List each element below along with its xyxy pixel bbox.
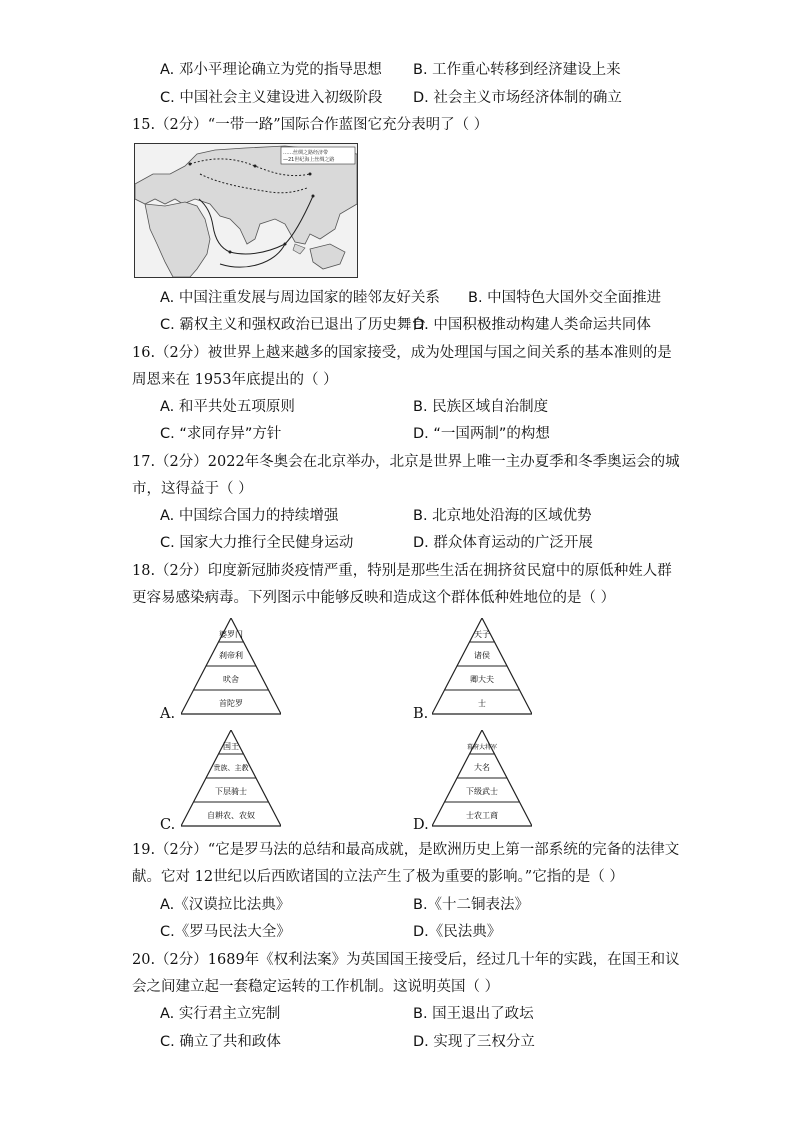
q20-option-c: C. 确立了共和政体 <box>160 1034 281 1050</box>
q15-stem: 15.（2分）“一带一路”国际合作蓝图它充分表明了（ ） <box>132 117 489 133</box>
q16-option-a: A. 和平共处五项原则 <box>160 399 295 415</box>
q20-stem-line-1: 20.（2分）1689年《权利法案》为英国国王接受后，经过几十年的实践，在国王和议 <box>132 952 680 968</box>
q17-option-d: D. 群众体育运动的广泛开展 <box>413 535 593 551</box>
q14-option-b: B. 工作重心转移到经济建设上来 <box>413 62 621 78</box>
q17-option-c: C. 国家大力推行全民健身运动 <box>160 535 354 551</box>
pyramid-a-level-1: 婆罗门 <box>219 630 243 639</box>
q14-option-d: D. 社会主义市场经济体制的确立 <box>413 90 622 106</box>
q18-label-a: A. <box>160 706 176 722</box>
pyramid-d-level-1: 幕府大将军 <box>466 744 498 751</box>
q17-stem-line-1: 17.（2分）2022年冬奥会在北京举办，北京是世界上唯一主办夏季和冬季奥运会的城 <box>132 454 680 470</box>
belt-and-road-map <box>134 143 358 278</box>
q15-option-c: C. 霸权主义和强权政治已退出了历史舞台 <box>160 317 426 333</box>
q20-option-d: D. 实现了三权分立 <box>413 1034 535 1050</box>
q18-stem-line-1: 18.（2分）印度新冠肺炎疫情严重，特别是那些生活在拥挤贫民窟中的原低种姓人群 <box>132 563 672 579</box>
pyramid-b-level-1: 天子 <box>474 630 490 639</box>
pyramid-b-level-3: 卿大夫 <box>470 675 494 684</box>
pyramid-d-japanese-feudal <box>432 730 532 830</box>
pyramid-d-level-2: 大名 <box>474 763 490 772</box>
q20-stem-line-2: 会之间建立起一套稳定运转的工作机制。这说明英国（ ） <box>132 979 500 995</box>
pyramid-c-level-2: 贵族、主教 <box>213 764 249 772</box>
q16-option-d: D. “一国两制”的构想 <box>413 426 550 442</box>
q19-option-b: B.《十二铜表法》 <box>413 897 530 913</box>
map-legend-silk-road-belt: ……丝绸之路经济带 <box>283 150 329 156</box>
q17-option-b: B. 北京地处沿海的区域优势 <box>413 508 592 524</box>
q14-option-c: C. 中国社会主义建设进入初级阶段 <box>160 90 383 106</box>
q18-label-c: C. <box>160 817 176 833</box>
q19-stem-line-1: 19.（2分）“它是罗马法的总结和最高成就，是欧洲历史上第一部系统的完备的法律文 <box>132 842 680 858</box>
q20-option-a: A. 实行君主立宪制 <box>160 1006 281 1022</box>
pyramid-c-level-4: 自耕农、农奴 <box>207 811 255 820</box>
q17-option-a: A. 中国综合国力的持续增强 <box>160 508 339 524</box>
pyramid-a-level-2: 刹帝利 <box>219 651 243 660</box>
q16-stem-line-2: 周恩来在 1953年底提出的（ ） <box>132 372 338 388</box>
q16-option-c: C. “求同存异”方针 <box>160 426 282 442</box>
pyramid-a-drawing <box>181 618 281 718</box>
q15-option-b: B. 中国特色大国外交全面推进 <box>468 290 662 306</box>
q16-option-b: B. 民族区域自治制度 <box>413 399 549 415</box>
pyramid-c-drawing <box>181 730 281 830</box>
q18-label-d: D. <box>413 817 429 833</box>
q15-option-d: D. 中国积极推动构建人类命运共同体 <box>413 317 651 333</box>
q19-option-d: D.《民法典》 <box>413 924 502 940</box>
q18-stem-line-2: 更容易感染病毒。下列图示中能够反映和造成这个群体低种姓地位的是（ ） <box>132 590 616 606</box>
q17-stem-line-2: 市，这得益于（ ） <box>132 481 253 497</box>
map-legend-maritime-silk-road: —21世纪海上丝绸之路 <box>283 157 335 163</box>
q16-stem-line-1: 16.（2分）被世界上越来越多的国家接受，成为处理国与国之间关系的基本准则的是 <box>132 345 672 361</box>
q15-option-a: A. 中国注重发展与周边国家的睦邻友好关系 <box>160 290 440 306</box>
q18-label-b: B. <box>413 706 429 722</box>
pyramid-d-level-4: 士农工商 <box>466 811 498 820</box>
pyramid-a-level-3: 吠舍 <box>223 675 239 684</box>
pyramid-b-level-4: 士 <box>478 699 486 708</box>
pyramid-b-level-2: 诸侯 <box>474 651 490 660</box>
q20-option-b: B. 国王退出了政坛 <box>413 1006 534 1022</box>
q19-option-a: A.《汉谟拉比法典》 <box>160 897 291 913</box>
pyramid-b-drawing <box>432 618 532 718</box>
q19-option-c: C.《罗马民法大全》 <box>160 924 291 940</box>
q19-stem-line-2: 献。它对 12世纪以后西欧诸国的立法产生了极为重要的影响。”它指的是（ ） <box>132 869 624 885</box>
pyramid-c-level-1: 国王 <box>223 742 239 751</box>
pyramid-d-level-3: 下级武士 <box>466 787 498 796</box>
pyramid-a-varna <box>181 618 281 718</box>
pyramid-c-level-3: 下层骑士 <box>215 787 247 796</box>
pyramid-d-drawing <box>432 730 532 830</box>
pyramid-b-zhou-feudal <box>432 618 532 718</box>
pyramid-c-european-feudal <box>181 730 281 830</box>
pyramid-a-level-4: 首陀罗 <box>219 699 243 708</box>
q14-option-a: A. 邓小平理论确立为党的指导思想 <box>160 62 382 78</box>
map-drawing <box>135 144 357 277</box>
